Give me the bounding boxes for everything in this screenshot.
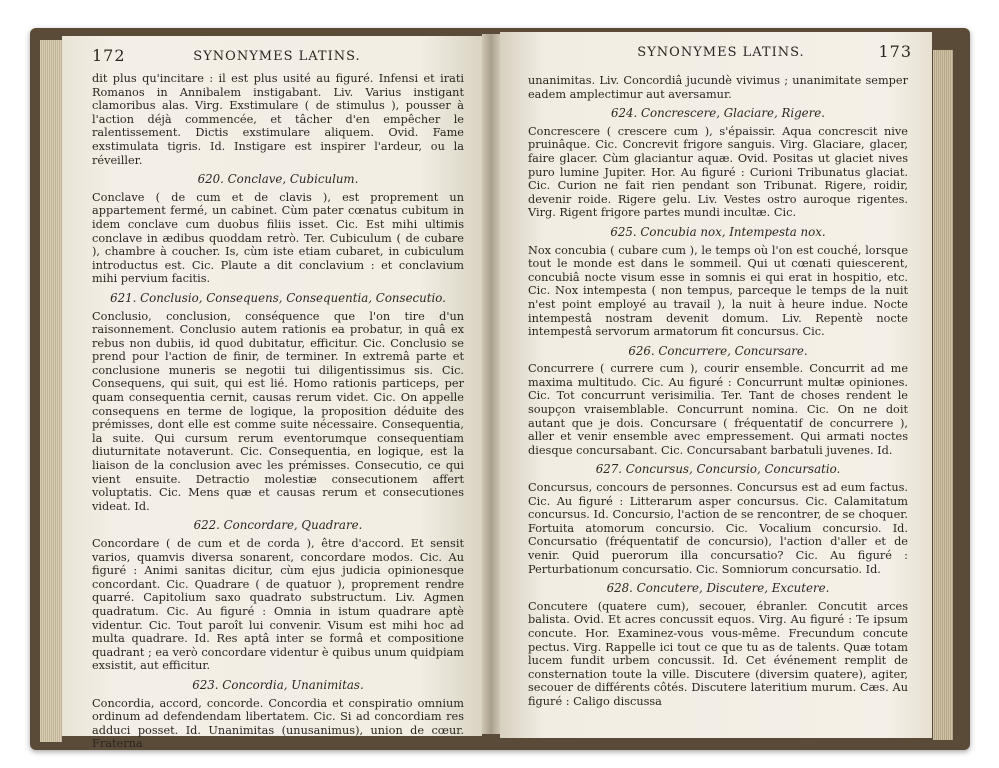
left-page-number: 172 bbox=[92, 46, 126, 65]
text-paragraph: Concursus, concours de personnes. Concursus est ad eum factus. Cic. Au figuré : Litterarum asper concursus. Cic. Calamitatum concursus. Id. Concursio, l'action de se rencontrer, de se choquer. Fortuita atomorum concursio. Cic. Vocalium concursio. Id. Concursatio (fréquentatif de concursio), l'action d'aller et de venir. Quid puerorum illa concursatio? Cic. Au figuré : Perturbationum concursatio. Cic. Somniorum concursatio. Id. bbox=[528, 481, 908, 576]
book-gutter bbox=[482, 34, 500, 734]
section-heading: 621. Conclusio, Consequens, Consequentia, Consecutio. bbox=[110, 290, 446, 305]
text-paragraph: Conclusio, conclusion, conséquence que l'on tire d'un raisonnement. Conclusio autem rationis ea probatur, in quâ ex rebus non dubiis, id quod dubitatur, efficitur. Cic. Conclusio se prend pour l'action de finir, de terminer. In extremâ parte et conclusione muneris se negotii tui diligentissimus sis. Cic. Consequens, qui suit, qui est lié. Homo rationis particeps, per quam consequentia cernit, causas rerum videt. Cic. On appelle consequens en terme de logique, la proposition déduite des prémisses, dont elle est comme suite nécessaire. Consequentia, la suite. Qui cursum rerum eventorumque consequentiam diuturnitate notaverunt. Cic. Consequentia, en logique, est la liaison de la conclusion avec les prémisses. Consecutio, ce qui vient ensuite. Detractio molestiæ consecutionem affert voluptatis. Cic. Mens quæ et causas rerum et consecutiones videat. Id. bbox=[92, 309, 464, 513]
text-paragraph: Concutere (quatere cum), secouer, ébranler. Concutit arces balista. Ovid. Et acres concussit equos. Virg. Au figuré : Te ipsum concute. Hor. Examinez-vous vous-même. Frecundum concute pectus. Virg. Rappelle ici tout ce que tu as de talents. Quæ totam lucem fundit urbem concussit. Id. Cet événement remplit de consternation toute la ville. Discutere (diversim quatere), agiter, secouer de différents côtés. Discutere lateritium murum. Cæs. Au figuré : Caligo discussa bbox=[528, 599, 908, 708]
text-paragraph: Concrescere ( crescere cum ), s'épaissir. Aqua concrescit nive pruinâque. Cic. Concrevit frigore sanguis. Virg. Glaciare, glacer, faire glacer. Cùm glaciantur aquæ. Ovid. Positas ut glaciet nives puro lumine Jupiter. Hor. Au figuré : Curioni Tribunatus glaciat. Cic. Curion ne fait rien pendant son Tribunat. Rigere, roidir, devenir roide. Rigere gelu. Liv. Vestes ostro auroque rigentes. Virg. Rigent frigore partes mundi incultæ. Cic. bbox=[528, 124, 908, 220]
right-page-number: 173 bbox=[878, 42, 912, 61]
text-paragraph: Conclave ( de cum et de clavis ), est proprement un appartement fermé, un cabinet. Cùm pater cœnatus cubitum in idem conclave cum duobus filiis isset. Cic. Est mihi ultimis conclave in ædibus quoddam retrò. Ter. Cubiculum ( de cubare ), chambre à coucher. Is, cùm iste etiam cubaret, in cubiculum introductus est. Cic. Plaute a dit conclavium : et conclavium mihi pervium facitis. bbox=[92, 190, 464, 286]
right-page bbox=[500, 32, 932, 738]
section-heading: 620. Conclave, Cubiculum. bbox=[197, 172, 359, 187]
text-paragraph: Nox concubia ( cubare cum ), le temps où l'on est couché, lorsque tout le monde est dans le sommeil. Qui ut cœnati quiescerent, concubiâ nocte visum esse in somnis ei qui erat in hospitio, etc. Cic. Nox intempesta ( non tempus, parceque le temps de la nuit n'est point employé au travail ), la nuit à heure indue. Nocte intempestâ nostram devenit domum. Liv. Repentè nocte intempestâ servorum armatorum fit concursus. Cic. bbox=[528, 243, 908, 339]
text-paragraph: unanimitas. Liv. Concordiâ jucundè vivimus ; unanimitate semper eadem amplectimur aut aversamur. bbox=[528, 74, 908, 101]
right-page-header bbox=[530, 42, 912, 66]
text-paragraph: Concurrere ( currere cum ), courir ensemble. Concurrit ad me maxima multitudo. Cic. Au figuré : Concurrunt multæ opiniones. Cic. Tot concurrunt verisimilia. Ter. Tant de choses rendent le soupçon vraisemblable. Concurrunt nomina. Cic. On ne doit autant que je dois. Concursare ( fréquentatif de concurrere ), aller et venir ensemble avec empressement. Qui armati noctes diesque concursabant. Cic. Concursabant barbatuli juvenes. Id. bbox=[528, 362, 908, 457]
left-running-title: SYNONYMES LATINS. bbox=[193, 49, 361, 64]
section-heading: 623. Concordia, Unanimitas. bbox=[192, 677, 364, 692]
page-edges-right bbox=[933, 50, 953, 740]
section-heading: 625. Concubia nox, Intempesta nox. bbox=[610, 224, 826, 239]
right-running-title: SYNONYMES LATINS. bbox=[637, 45, 805, 60]
text-paragraph: Concordare ( de cum et de corda ), être d'accord. Et sensit varios, quamvis diversa sonarent, concordare modos. Cic. Au figuré : Animi sanitas dicitur, cùm ejus judicia opinionesque concordant. Cic. Quadrare ( de quatuor ), proprement rendre quarré. Capitolium saxo quadrato substructum. Liv. Agmen quadratum. Cic. Au figuré : Omnia in istum quadrare aptè videntur. Cic. Tout paroît lui convenir. Visum est mihi hoc ad multa quadrare. Id. Res aptâ inter se formâ et compositione quadrant ; ea verò concordare videntur è quibus unum quidpiam exsistit, aut efficitur. bbox=[92, 537, 464, 673]
section-heading: 624. Concrescere, Glaciare, Rigere. bbox=[610, 106, 826, 121]
text-paragraph: dit plus qu'incitare : il est plus usité au figuré. Infensi et irati Romanos in Annibalem instigabant. Liv. Varius instigant clamoribus alas. Virg. Exstimulare ( de stimulus ), pousser à l'action déjà commencée, et tâcher d'en empêcher le ralentissement. Dictis exstimulare aliquem. Ovid. Fame exstimulata tigris. Id. Instigare est inspirer l'ardeur, ou la réveiller. bbox=[92, 72, 464, 167]
section-heading: 626. Concurrere, Concursare. bbox=[628, 343, 808, 358]
page-edges-left bbox=[40, 40, 62, 742]
section-heading: 622. Concordare, Quadrare. bbox=[193, 518, 363, 533]
section-heading: 628. Concutere, Discutere, Excutere. bbox=[606, 581, 830, 596]
left-page-body bbox=[92, 72, 464, 751]
section-heading: 627. Concursus, Concursio, Concursatio. bbox=[595, 462, 841, 477]
left-page bbox=[62, 36, 482, 751]
right-page-body bbox=[528, 74, 908, 728]
text-paragraph: Concordia, accord, concorde. Concordia et conspiratio omnium ordinum ad defendendam libertatem. Cic. Si ad concordiam res adduci posset. Id. Unanimitas (unusanimus), union de cœur. Fraterna bbox=[92, 696, 464, 751]
left-page-header bbox=[92, 46, 462, 70]
